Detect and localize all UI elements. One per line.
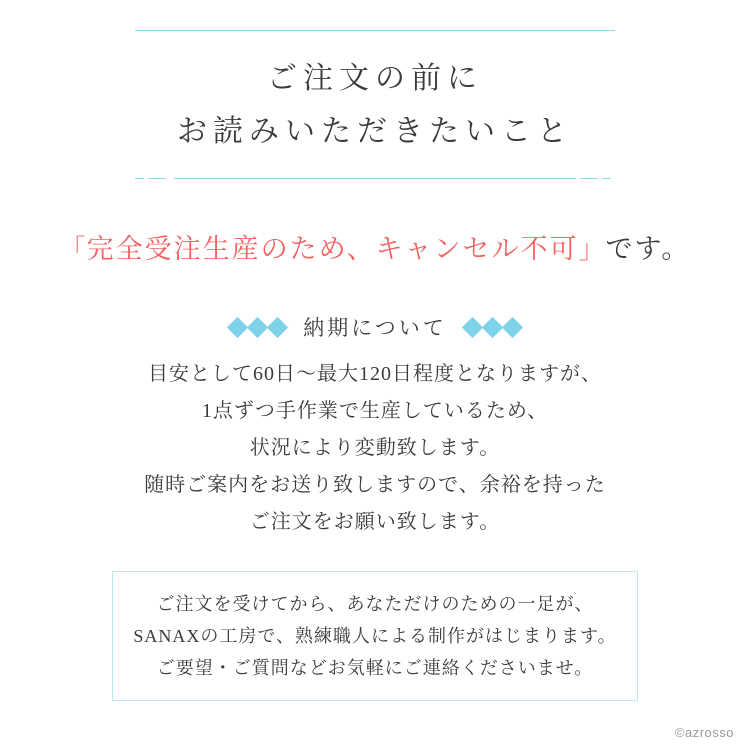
delivery-line: ご注文をお願い致します。: [249, 511, 501, 533]
header: [0, 0, 750, 179]
delivery-section: [0, 312, 750, 541]
note-line: ご要望・ご質問などお気軽にご連絡くださいませ。: [156, 658, 594, 679]
rule-mid: [174, 178, 576, 179]
statement-tail: です。: [605, 234, 691, 264]
note-line: SANAXの工房で、熟練職人による制作がはじまります。: [133, 626, 617, 647]
page-title: [0, 31, 750, 178]
workshop-note-box: [112, 571, 638, 701]
diamond-ornament-right: [465, 320, 520, 335]
note-line: ご注文を受けてから、あなただけのための一足が、: [156, 594, 594, 614]
cancellation-statement: [0, 227, 750, 266]
statement-red-text: 完全受注生産のため、キャンセル不可: [86, 234, 579, 264]
statement-close-bracket: 」: [578, 235, 606, 264]
statement-open-bracket: 「: [59, 235, 87, 264]
diamond-icon: [462, 316, 483, 337]
rule-dash-left-2: [148, 178, 166, 179]
copyright-credit: ©azrosso: [674, 725, 734, 740]
delivery-line: 1点ずつ手作業で生産しているため、: [201, 400, 549, 422]
page-title-line-2: お読みいただきたいこと: [177, 114, 573, 148]
delivery-line: 目安として60日〜最大120日程度となりますが、: [148, 363, 602, 385]
diamond-ornament-left: [230, 320, 285, 335]
delivery-line: 状況により変動致します。: [249, 437, 501, 459]
rule-dash-right-1: [580, 178, 598, 179]
diamond-icon: [267, 316, 288, 337]
rule-dash-right-2: [602, 178, 611, 179]
diamond-icon: [502, 316, 523, 337]
delivery-section-head: [0, 312, 750, 342]
delivery-line: 随時ご案内をお送り致しますので、余裕を持った: [144, 474, 606, 496]
page-title-line-1: ご注文の前に: [267, 62, 483, 95]
delivery-section-title: 納期について: [303, 316, 447, 340]
diamond-icon: [247, 316, 268, 337]
rule-dash-left-1: [135, 178, 144, 179]
diamond-icon: [227, 316, 248, 337]
diamond-icon: [482, 316, 503, 337]
bottom-rule: [135, 178, 615, 179]
delivery-body: [0, 356, 750, 541]
